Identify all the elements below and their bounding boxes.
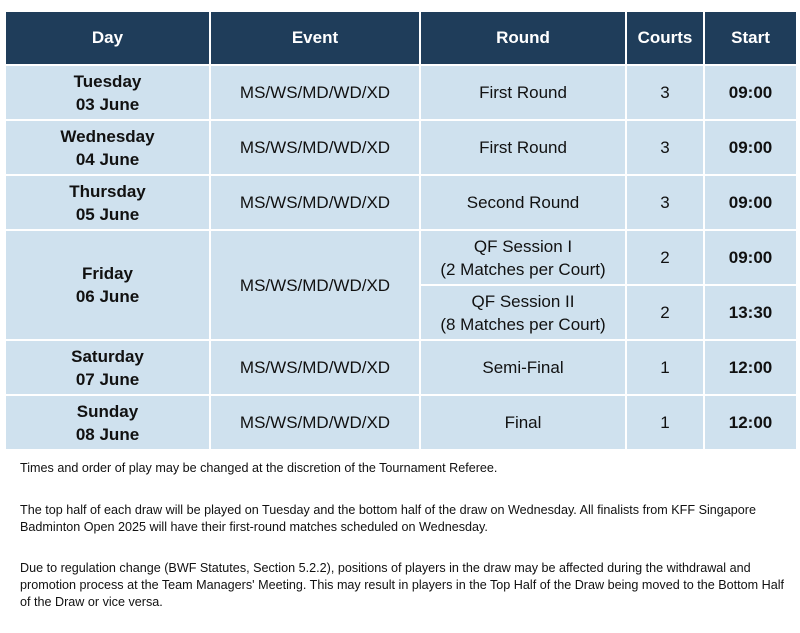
- start-cell: 09:00: [705, 66, 796, 119]
- header-round: Round: [421, 12, 625, 64]
- round-name: QF Session II: [471, 291, 575, 311]
- day-cell: [6, 121, 209, 174]
- day-cell: [6, 231, 209, 339]
- header-start: Start: [705, 12, 796, 64]
- start-cell: 12:00: [705, 396, 796, 449]
- round-cell: Semi-Final: [421, 341, 625, 394]
- round-name: QF Session I: [473, 236, 573, 256]
- header-event: Event: [211, 12, 419, 64]
- event-cell: MS/WS/MD/WD/XD: [211, 121, 419, 174]
- event-cell: MS/WS/MD/WD/XD: [211, 396, 419, 449]
- event-cell: MS/WS/MD/WD/XD: [211, 176, 419, 229]
- start-cell: 12:00: [705, 341, 796, 394]
- round-detail: (8 Matches per Court): [440, 314, 606, 334]
- day-date: 08 June: [75, 424, 140, 444]
- courts-cell: 1: [627, 396, 703, 449]
- day-date: 03 June: [75, 94, 140, 114]
- table-row: [6, 396, 796, 449]
- day-cell: [6, 341, 209, 394]
- courts-cell: 2: [627, 286, 703, 339]
- courts-cell: 1: [627, 341, 703, 394]
- day-cell: [6, 396, 209, 449]
- table-row: [6, 231, 796, 284]
- table-row: [6, 121, 796, 174]
- round-cell: [421, 286, 625, 339]
- event-cell: MS/WS/MD/WD/XD: [211, 231, 419, 339]
- courts-cell: 3: [627, 121, 703, 174]
- round-cell: First Round: [421, 66, 625, 119]
- event-cell: MS/WS/MD/WD/XD: [211, 66, 419, 119]
- day-name: Thursday: [69, 181, 146, 201]
- round-cell: First Round: [421, 121, 625, 174]
- day-name: Wednesday: [60, 126, 155, 146]
- table-row: [6, 66, 796, 119]
- start-cell: 09:00: [705, 231, 796, 284]
- courts-cell: 3: [627, 66, 703, 119]
- header-courts: Courts: [627, 12, 703, 64]
- day-date: 04 June: [75, 149, 140, 169]
- day-date: 06 June: [75, 287, 140, 306]
- day-name: Sunday: [76, 401, 139, 421]
- day-name: Saturday: [71, 346, 144, 366]
- courts-cell: 3: [627, 176, 703, 229]
- start-cell: 13:30: [705, 286, 796, 339]
- schedule-table: [4, 10, 798, 451]
- day-date: 07 June: [75, 369, 140, 389]
- event-cell: MS/WS/MD/WD/XD: [211, 341, 419, 394]
- start-cell: 09:00: [705, 121, 796, 174]
- round-detail: (2 Matches per Court): [440, 259, 606, 279]
- note-referee: Times and order of play may be changed at the discretion of the Tournament Referee.: [20, 461, 498, 475]
- day-name: Tuesday: [73, 71, 142, 91]
- note-draw-halves: The top half of each draw will be played on Tuesday and the bottom half of the draw on Wednesday. All finalists from KFF Singapore Badminton Open 2025 will have their first-round matches scheduled on Wednesday.: [20, 503, 756, 534]
- table-row: [6, 176, 796, 229]
- courts-cell: 2: [627, 231, 703, 284]
- round-cell: Second Round: [421, 176, 625, 229]
- header-day: Day: [6, 12, 209, 64]
- day-cell: [6, 66, 209, 119]
- round-cell: Final: [421, 396, 625, 449]
- day-name: Friday: [81, 264, 134, 283]
- notes-section: [20, 460, 790, 611]
- table-row: [6, 341, 796, 394]
- start-cell: 09:00: [705, 176, 796, 229]
- note-regulation-change: Due to regulation change (BWF Statutes, Section 5.2.2), positions of players in the draw may be affected during the withdrawal and promotion process at the Team Managers' Meeting. This may result in players in the Top Half of the Draw being moved to the Bottom Half of the Draw or vice versa.: [20, 561, 785, 609]
- day-date: 05 June: [75, 204, 140, 224]
- header-row: [6, 12, 796, 64]
- round-cell: [421, 231, 625, 284]
- day-cell: [6, 176, 209, 229]
